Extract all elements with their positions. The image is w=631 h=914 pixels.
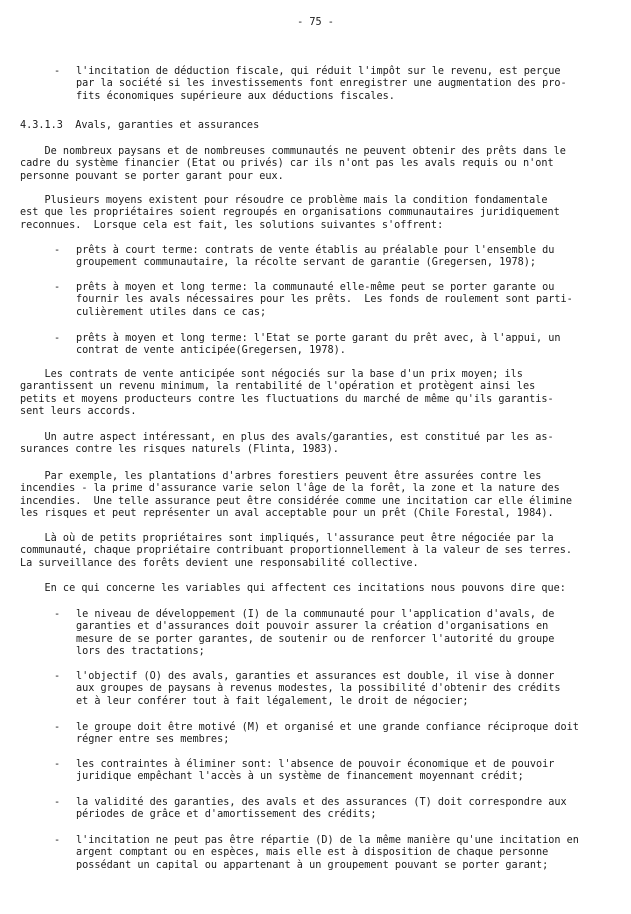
text-line: le niveau de développement (I) de la communauté pour l'application d'avals, de — [76, 609, 555, 620]
text-line: incendies - la prime d'assurance varie selon l'âge de la forêt, la zone et la nature des — [20, 483, 560, 495]
text-line: garanties et d'assurances doit pouvoir assurer la création d'organisations en — [76, 621, 549, 633]
text-line: prêts à moyen et long terme: l'Etat se porte garant du prêt avec, à l'appui, un — [76, 333, 561, 344]
bullet-dash: - — [54, 282, 61, 293]
text-line: l'incitation ne peut pas être répartie (D) de la même manière qu'une incitation en — [76, 835, 579, 846]
text-line: Plusieurs moyens existent pour résoudre ce problème mais la condition fondamentale — [20, 195, 548, 206]
bullet-dash: - — [54, 66, 61, 77]
text-line: l'objectif (O) des avals, garanties et assurances est double, il vise à donner — [76, 671, 555, 682]
variable-item-development — [76, 609, 554, 659]
paragraph-2 — [20, 195, 560, 232]
variable-item-constraints — [76, 759, 554, 784]
text-line: culièrement utiles dans ce cas; — [76, 306, 267, 318]
paragraph-7 — [20, 583, 566, 595]
text-line: et à leur conférer tout à fait légalement, le droit de négocier; — [76, 695, 469, 707]
bullet-dash: - — [54, 797, 61, 808]
text-line: fits économiques supérieure aux déductions fiscales. — [76, 90, 395, 102]
bullet-dash: - — [54, 759, 61, 770]
text-line: est que les propriétaires soient regroupés en organisations communautaires juridiquement — [20, 207, 560, 219]
bullet-dash: - — [54, 609, 61, 620]
text-line: groupement communautaire, la récolte servant de garantie (Gregersen, 1978); — [76, 257, 537, 269]
paragraph-6 — [20, 533, 572, 570]
solution-item-community — [76, 282, 573, 319]
text-line: prêts à moyen et long terme: la communauté elle-même peut se porter garante ou — [76, 282, 555, 293]
paragraph-3 — [20, 369, 554, 419]
bullet-dash: - — [54, 835, 61, 846]
text-line: cadre du système financier (Etat ou privés) car ils n'ont pas les avals requis ou n'ont — [20, 158, 554, 170]
text-line: En ce qui concerne les variables qui affectent ces incitations nous pouvons dire que: — [20, 583, 566, 594]
text-line: fournir les avals nécessaires pour les prêts. Les fonds de roulement sont parti- — [76, 294, 573, 306]
page-number: - 75 - — [297, 17, 334, 28]
paragraph-5 — [20, 471, 572, 521]
paragraph-1 — [20, 146, 566, 183]
bullet-dash: - — [54, 671, 61, 682]
text-line: juridique empêchant l'accès à un système de financement moyennant crédit; — [76, 771, 524, 783]
text-line: sent leurs accords. — [20, 406, 137, 418]
text-line: surances contre les risques naturels (Flinta, 1983). — [20, 444, 339, 456]
text-line: contrat de vente anticipée(Gregersen, 1978). — [76, 345, 346, 357]
text-line: De nombreux paysans et de nombreuses communautés ne peuvent obtenir des prêts dans le — [20, 146, 566, 157]
text-line: personne pouvant se porter garant pour eux. — [20, 170, 284, 182]
text-line: l'incitation de déduction fiscale, qui réduit l'impôt sur le revenu, est perçue — [76, 66, 561, 77]
solution-item-state — [76, 333, 561, 358]
text-line: les contraintes à éliminer sont: l'absence de pouvoir économique et de pouvoir — [76, 759, 555, 770]
text-line: Les contrats de vente anticipée sont négociés sur la base d'un prix moyen; ils — [20, 369, 523, 380]
text-line: la validité des garanties, des avals et des assurances (T) doit correspondre aux — [76, 797, 567, 808]
variable-item-distribution — [76, 835, 579, 872]
text-line: garantissent un revenu minimum, la rentabilité de l'opération et protègent ainsi les — [20, 381, 536, 393]
intro-bullet-text — [76, 66, 567, 103]
text-line: incendies. Une telle assurance peut être considérée comme une incitation car elle élimine — [20, 495, 573, 507]
text-line: périodes de grâce et d'amortissement des crédits; — [76, 809, 377, 821]
text-line: aux groupes de paysans à revenus modestes, la possibilité d'obtenir des crédits — [76, 683, 561, 695]
variable-item-objective — [76, 671, 561, 708]
text-line: communauté, chaque propriétaire contribuant proportionnellement à la valeur de ses terres. — [20, 545, 573, 557]
variable-item-validity — [76, 797, 567, 822]
solution-item-short-term — [76, 245, 554, 270]
text-line: Là où de petits propriétaires sont impliqués, l'assurance peut être négociée par la — [20, 533, 554, 544]
text-line: argent comptant ou en espèces, mais elle est à disposition de chaque personne — [76, 847, 549, 859]
text-line: lors des tractations; — [76, 646, 205, 658]
section-heading: 4.3.1.3 Avals, garanties et assurances — [20, 120, 260, 131]
text-line: La surveillance des forêts devient une responsabilité collective. — [20, 557, 419, 569]
paragraph-4 — [20, 432, 554, 457]
text-line: par la société si les investissements font enregistrer une augmentation des pro- — [76, 78, 567, 90]
variable-item-motivation — [76, 722, 579, 747]
text-line: possédant un capital ou appartenant à un groupement pouvant se porter garant; — [76, 859, 549, 871]
text-line: les risques et peut représenter un aval acceptable pour un prêt (Chile Forestal, 1984). — [20, 508, 554, 520]
text-line: prêts à court terme: contrats de vente établis au préalable pour l'ensemble du — [76, 245, 555, 256]
text-line: mesure de se porter garantes, de soutenir ou de renforcer l'autorité du groupe — [76, 633, 555, 645]
text-line: Un autre aspect intéressant, en plus des avals/garanties, est constitué par les as- — [20, 432, 554, 443]
bullet-dash: - — [54, 245, 61, 256]
text-line: reconnues. Lorsque cela est fait, les solutions suivantes s'offrent: — [20, 219, 444, 231]
text-line: Par exemple, les plantations d'arbres forestiers peuvent être assurées contre les — [20, 471, 542, 482]
text-line: le groupe doit être motivé (M) et organisé et une grande confiance réciproque doit — [76, 722, 579, 733]
text-line: régner entre ses membres; — [76, 734, 230, 746]
bullet-dash: - — [54, 722, 61, 733]
bullet-dash: - — [54, 333, 61, 344]
text-line: petits et moyens producteurs contre les fluctuations du marché de même qu'ils garantis- — [20, 393, 554, 405]
